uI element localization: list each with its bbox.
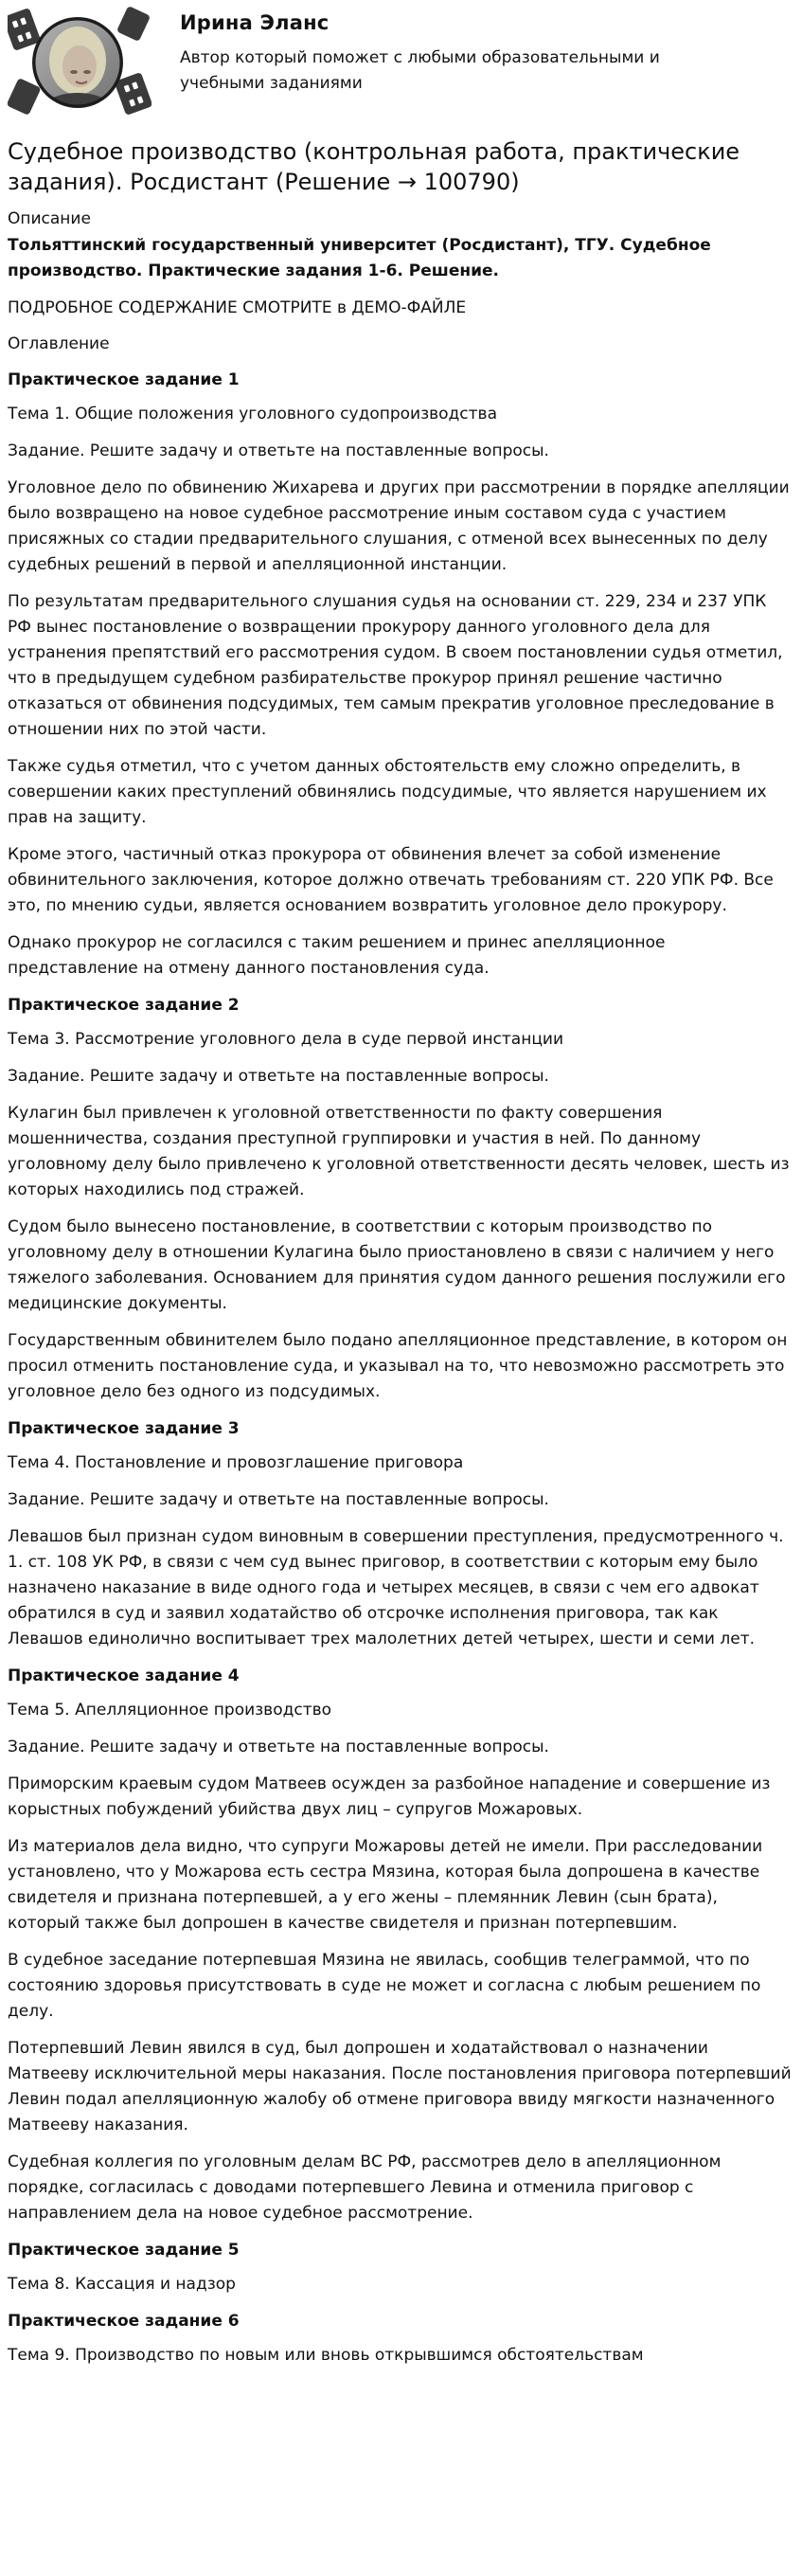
task-paragraph: Задание. Решите задачу и ответьте на поставленные вопросы. [8,1490,549,1509]
task-title: Практическое задание 5 [8,2241,240,2260]
task-1 [8,368,794,982]
demo-note: ПОДРОБНОЕ СОДЕРЖАНИЕ СМОТРИТЕ в ДЕМО-ФАЙЛЕ [8,298,467,317]
author-info [180,6,748,97]
toc-label: Оглавление [8,334,110,353]
task-4 [8,1664,794,2226]
task-title: Практическое задание 6 [8,2312,240,2331]
task-6 [8,2309,794,2369]
task-2 [8,993,794,1405]
task-5 [8,2238,794,2297]
author-name[interactable]: Ирина Эланс [180,11,330,34]
task-paragraph: Тема 3. Рассмотрение уголовного дела в суде первой инстанции [8,1030,564,1049]
author-card [8,0,794,119]
task-paragraph: Левашов был признан судом виновным в совершении преступления, предусмотренного ч. 1. ст. 108 УК РФ, в связи с чем суд вынес приговор, в соответствии с которым ему было назначено наказание в виде одного года и четырех месяцев, в связи с чем его адвокат обратился в суд и заявил ходатайство об отсрочке исполнения приговора, так как Левашов единолично воспитывает трех малолетних детей четырех, шести и семи лет. [8,1527,784,1648]
task-paragraph: Тема 9. Производство по новым или вновь открывшимся обстоятельствам [8,2346,644,2365]
author-avatar[interactable] [8,6,151,119]
task-paragraph: Тема 8. Кассация и надзор [8,2275,236,2294]
description-label: Описание [8,209,91,228]
task-paragraph: Кулагин был привлечен к уголовной ответственности по факту совершения мошенничества, создания преступной группировки и участия в ней. По данному уголовному делу было привлечено к уголовной ответственности десять человек, шесть из которых находились под стражей. [8,1104,790,1199]
task-3 [8,1416,794,1652]
task-paragraph: Из материалов дела видно, что супруги Можаровы детей не имели. При расследовании установлено, что у Можарова есть сестра Мязина, которая была допрошена в качестве свидетеля и признана потерпевшей, а у его жены – племянник Левин (сын брата), который также был допрошен в качестве свидетеля и признан потерпевшим. [8,1837,763,1933]
task-title: Практическое задание 4 [8,1666,240,1685]
task-paragraph: Задание. Решите задачу и ответьте на поставленные вопросы. [8,441,549,460]
task-paragraph: По результатам предварительного слушания судья на основании ст. 229, 234 и 237 УПК РФ вынес постановление о возвращении прокурору данного уголовного дела для устранения препятствий его рассмотрения судом. В своем постановлении судья отметил, что в предыдущем судебном разбирательстве прокурор принял решение частично отказаться от обвинения подсудимых, тем самым прекратив уголовное преследование в отношении них по этой части. [8,592,783,739]
task-paragraph: В судебное заседание потерпевшая Мязина не явилась, сообщив телеграммой, что по состоянию здоровья присутствовать в суде не может и согласна с любым решением по делу. [8,1951,761,2021]
task-paragraph: Судом было вынесено постановление, в соответствии с которым производство по уголовному делу в отношении Кулагина было приостановлено в связи с наличием у него тяжелого заболевания. Основанием для принятия судом данного решения послужили его медицинские документы. [8,1217,786,1313]
task-paragraph: Задание. Решите задачу и ответьте на поставленные вопросы. [8,1738,549,1756]
task-paragraph: Тема 1. Общие положения уголовного судопроизводства [8,405,497,423]
task-paragraph: Однако прокурор не согласился с таким решением и принес апелляционное представление на отмену данного постановления суда. [8,933,666,978]
task-paragraph: Задание. Решите задачу и ответьте на поставленные вопросы. [8,1067,549,1086]
task-paragraph: Приморским краевым судом Матвеев осужден за разбойное нападение и совершение из корыстных побуждений убийства двух лиц – супругов Можаровых. [8,1774,771,1819]
task-paragraph: Государственным обвинителем было подано апелляционное представление, в котором он просил отменить постановление суда, и указывал на то, что невозможно рассмотреть это уголовное дело без одного из подсудимых. [8,1331,788,1401]
document-title: Судебное производство (контрольная работа, практические задания). Росдистант (Решение → 100790) [8,138,740,195]
task-paragraph: Потерпевший Левин явился в суд, был допрошен и ходатайствовал о назначении Матвееву исключительной меры наказания. После постановления приговора потерпевший Левин подал апелляционную жалобу об отмене приговора ввиду мягкости назначенного Матвееву наказания. [8,2039,792,2135]
document-lead: Тольяттинский государственный университет (Росдистант), ТГУ. Судебное производство. Практические задания 1-6. Решение. [8,236,711,280]
task-paragraph: Судебная коллегия по уголовным делам ВС РФ, рассмотрев дело в апелляционном порядке, согласилась с доводами потерпевшего Левина и отменила приговор с направлением дела на новое судебное рассмотрение. [8,2153,722,2223]
film-frame-avatar-icon [8,6,151,119]
task-title: Практическое задание 2 [8,996,240,1015]
task-paragraph: Уголовное дело по обвинению Жихарева и других при рассмотрении в порядке апелляции было возвращено на новое судебное рассмотрение иным составом суда с участием присяжных со стадии предварительного слушания, с отменой всех вынесенных по делу судебных решений в первой и апелляционной инстанции. [8,478,790,574]
task-title: Практическое задание 1 [8,370,240,389]
task-paragraph: Кроме этого, частичный отказ прокурора от обвинения влечет за собой изменение обвинительного заключения, которое должно отвечать требованиям ст. 220 УПК РФ. Все это, по мнению судьи, является основанием возвратить уголовное дело прокурору. [8,845,774,915]
task-paragraph: Также судья отметил, что с учетом данных обстоятельств ему сложно определить, в совершении каких преступлений обвинялись подсудимые, что является нарушением их прав на защиту. [8,757,767,827]
task-paragraph: Тема 4. Постановление и провозглашение приговора [8,1453,464,1472]
task-title: Практическое задание 3 [8,1419,240,1438]
author-description: Автор который поможет с любыми образовательными и учебными заданиями [180,48,660,93]
task-paragraph: Тема 5. Апелляционное производство [8,1701,332,1720]
